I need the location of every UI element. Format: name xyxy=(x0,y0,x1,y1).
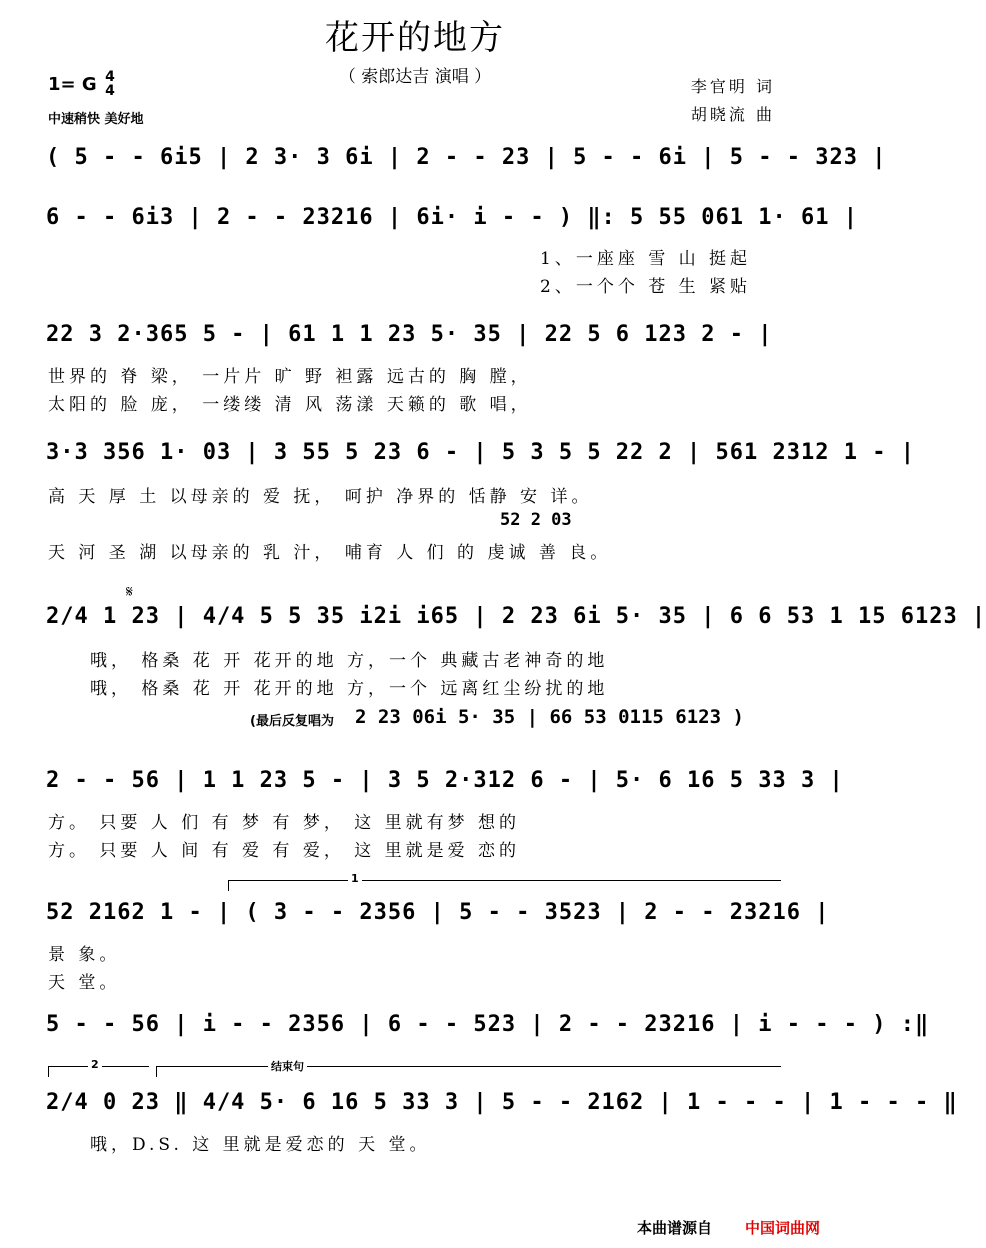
tempo-marking: 中速稍快 美好地 xyxy=(48,112,144,127)
line2-lyrics-verse-1: 1、一座座 雪 山 挺起 xyxy=(540,249,752,269)
line3-lyrics-verse-2: 太阳的 脸 庞， 一缕缕 清 风 荡漾 天籁的 歌 唱， xyxy=(48,395,532,415)
line6-lyrics-verse-2: 方。 只要 人 间 有 爱 有 爱， 这 里就是爱 恋的 xyxy=(48,841,521,861)
time-top: 4 xyxy=(105,69,115,85)
footer-source: 本曲谱源自 xyxy=(636,1219,712,1237)
coda-label: 结束句 xyxy=(268,1058,307,1074)
footer-site-link[interactable]: 中国词曲网 xyxy=(744,1219,820,1237)
score-line-1: ( 5 - - 6i5 | 2 3· 3 6i | 2 - - 23 | 5 - - 6i | 5 - - 323 | xyxy=(46,145,887,170)
ending-1-bracket xyxy=(228,880,781,891)
ending-2-label: 2 xyxy=(88,1058,102,1071)
line5-lyrics-verse-1: 哦， 格桑 花 开 花开的地 方，一个 典藏古老神奇的地 xyxy=(90,651,609,671)
score-line-3: 22 3 2·365 5 - | 61 1 1 23 5· 35 | 22 5 6 123 2 - | xyxy=(46,322,773,347)
final-repeat-label: (最后反复唱为 xyxy=(250,714,334,729)
score-line-9: 2/4 0 23 ‖ 4/4 5· 6 16 5 33 3 | 5 - - 2162 | 1 - - - | 1 - - - ‖ xyxy=(46,1090,958,1115)
score-line-7: 52 2162 1 - | ( 3 - - 2356 | 5 - - 3523 | 2 - - 23216 | xyxy=(46,900,830,925)
line7-lyrics-verse-2: 天 堂。 xyxy=(48,973,121,993)
line5-lyrics-verse-2: 哦， 格桑 花 开 花开的地 方，一个 远离红尘纷扰的地 xyxy=(90,679,609,699)
page-title: 花开的地方 xyxy=(325,18,505,58)
score-line-5: 2/4 1 23 | 4/4 5 5 35 i2i i65 | 2 23 6i 5· 35 | 6 6 53 1 15 6123 | xyxy=(46,604,986,629)
time-bottom: 4 xyxy=(105,83,115,99)
line7-lyrics-verse-1: 景 象。 xyxy=(48,945,121,965)
ending-1-label: 1 xyxy=(348,872,362,885)
score-line-6: 2 - - 56 | 1 1 23 5 - | 3 5 2·312 6 - | 5· 6 16 5 33 3 | xyxy=(46,768,844,793)
line2-lyrics-verse-2: 2、一个个 苍 生 紧贴 xyxy=(540,277,752,297)
score-line-2: 6 - - 6i3 | 2 - - 23216 | 6i· i - - ) ‖: 5 55 061 1· 61 | xyxy=(46,205,858,230)
key-signature: 1= G xyxy=(48,74,97,95)
line4-variant-notes: 52 2 03 xyxy=(500,510,572,530)
line4-lyrics-verse-2: 天 河 圣 湖 以母亲的 乳 汁， 哺育 人 们 的 虔诚 善 良。 xyxy=(48,543,612,563)
score-line-4: 3·3 356 1· 03 | 3 55 5 23 6 - | 5 3 5 5 22 2 | 561 2312 1 - | xyxy=(46,440,915,465)
segno-icon: 𝄋 xyxy=(126,582,133,601)
final-repeat-notes: 2 23 06i 5· 35 | 66 53 0115 6123 ) xyxy=(355,706,744,728)
performer-subtitle: （ 索郎达吉 演唱 ） xyxy=(338,67,492,87)
coda-bracket xyxy=(156,1066,781,1077)
lyricist-credit: 李官明 词 xyxy=(690,77,775,96)
line9-lyrics: 哦，D.S. 这 里就是爱恋的 天 堂。 xyxy=(90,1135,431,1155)
line6-lyrics-verse-1: 方。 只要 人 们 有 梦 有 梦， 这 里就有梦 想的 xyxy=(48,813,521,833)
line3-lyrics-verse-1: 世界的 脊 梁， 一片片 旷 野 袒露 远古的 胸 膛， xyxy=(48,367,532,387)
composer-credit: 胡晓流 曲 xyxy=(690,105,775,124)
time-signature xyxy=(103,70,117,98)
score-line-8: 5 - - 56 | i - - 2356 | 6 - - 523 | 2 - - 23216 | i - - - ) :‖ xyxy=(46,1012,930,1037)
line4-lyrics-verse-1: 高 天 厚 土 以母亲的 爱 抚， 呵护 净界的 恬静 安 详。 xyxy=(48,487,593,507)
